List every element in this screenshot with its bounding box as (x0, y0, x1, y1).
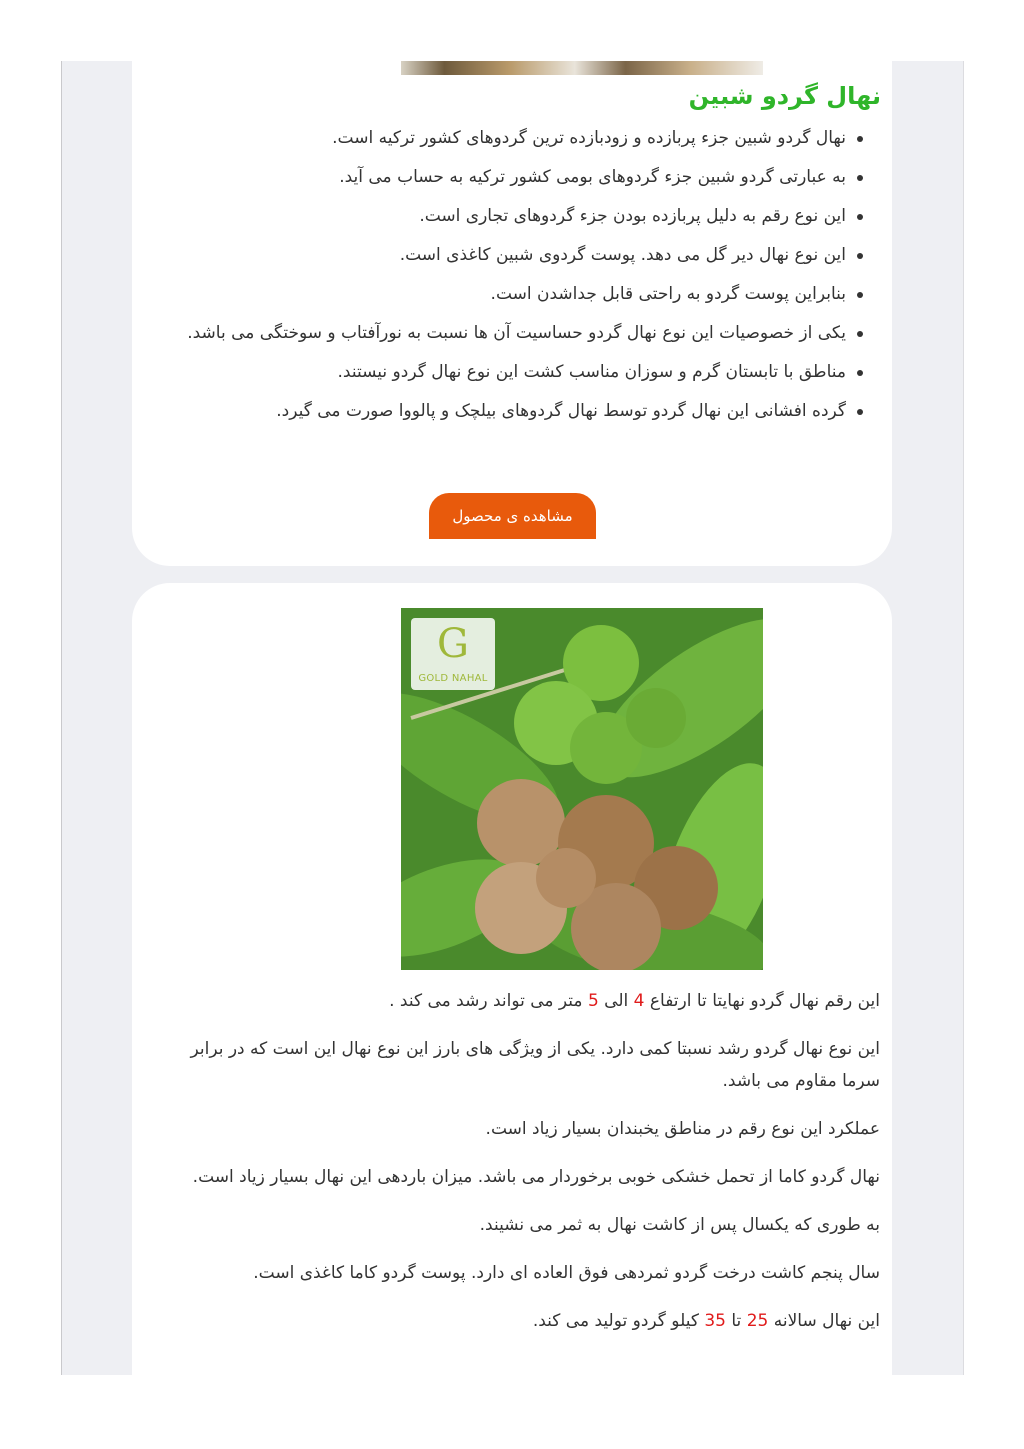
section-title: نهال گردو شبین (688, 82, 881, 110)
number-value: 5 (587, 991, 599, 1011)
page-background (61, 61, 964, 1375)
paragraph: نهال گردو کاما از تحمل خشکی خوبی برخوردار می باشد. میزان باردهی این نهال بسیار زیاد است. (192, 1167, 880, 1187)
list-item: بنابراین پوست گردو به راحتی قابل جداشدن است. (154, 279, 846, 310)
product-description (152, 985, 880, 1353)
product-card-shabin (132, 61, 892, 566)
list-item: این نوع نهال دیر گل می دهد. پوست گردوی شبین کاغذی است. (154, 240, 846, 271)
paragraph: این نوع نهال گردو رشد نسبتا کمی دارد. یکی از ویژگی های بارز این نوع نهال این است که در برابر سرما مقاوم می باشد. (190, 1039, 880, 1091)
number-value: 35 (704, 1311, 726, 1331)
paragraph: سال پنجم کاشت درخت گردو ثمردهی فوق العاده ای دارد. پوست گردو کاما کاغذی است. (253, 1263, 880, 1283)
brand-logo (411, 618, 495, 690)
list-item: نهال گردو شبین جزء پربازده و زودبازده ترین گردوهای کشور ترکیه است. (154, 123, 846, 154)
view-product-button[interactable]: مشاهده ی محصول (429, 493, 596, 539)
list-item: این نوع رقم به دلیل پربازده بودن جزء گردوهای تجاری است. (154, 201, 846, 232)
logo-text: GOLD NAHAL (418, 673, 488, 684)
list-item: به عبارتی گردو شبین جزء گردوهای بومی کشور ترکیه به حساب می آید. (154, 162, 846, 193)
feature-list (154, 123, 864, 435)
number-value: 25 (746, 1311, 769, 1331)
walnut-photo (401, 608, 763, 970)
paragraph: به طوری که یکسال پس از کاشت نهال به ثمر می نشیند. (479, 1215, 880, 1235)
walnut-image-cropped (401, 61, 763, 75)
list-item: مناطق با تابستان گرم و سوزان مناسب کشت این نوع نهال گردو نیستند. (154, 357, 846, 388)
paragraph: عملکرد این نوع رقم در مناطق یخبندان بسیار زیاد است. (485, 1119, 880, 1139)
paragraph: این رقم نهال گردو نهایتا تا ارتفاع 4 الی 5 متر می تواند رشد می کند . (389, 991, 880, 1011)
logo-letter: G (437, 621, 469, 667)
list-item: یکی از خصوصیات این نوع نهال گردو حساسیت آن ها نسبت به نورآفتاب و سوختگی می باشد. (154, 318, 846, 349)
paragraph: این نهال سالانه 25 تا 35 کیلو گردو تولید می کند. (532, 1311, 880, 1331)
product-card-kama (132, 583, 892, 1375)
number-value: 4 (633, 991, 645, 1011)
list-item: گرده افشانی این نهال گردو توسط نهال گردوهای بیلچک و پالووا صورت می گیرد. (154, 396, 846, 427)
